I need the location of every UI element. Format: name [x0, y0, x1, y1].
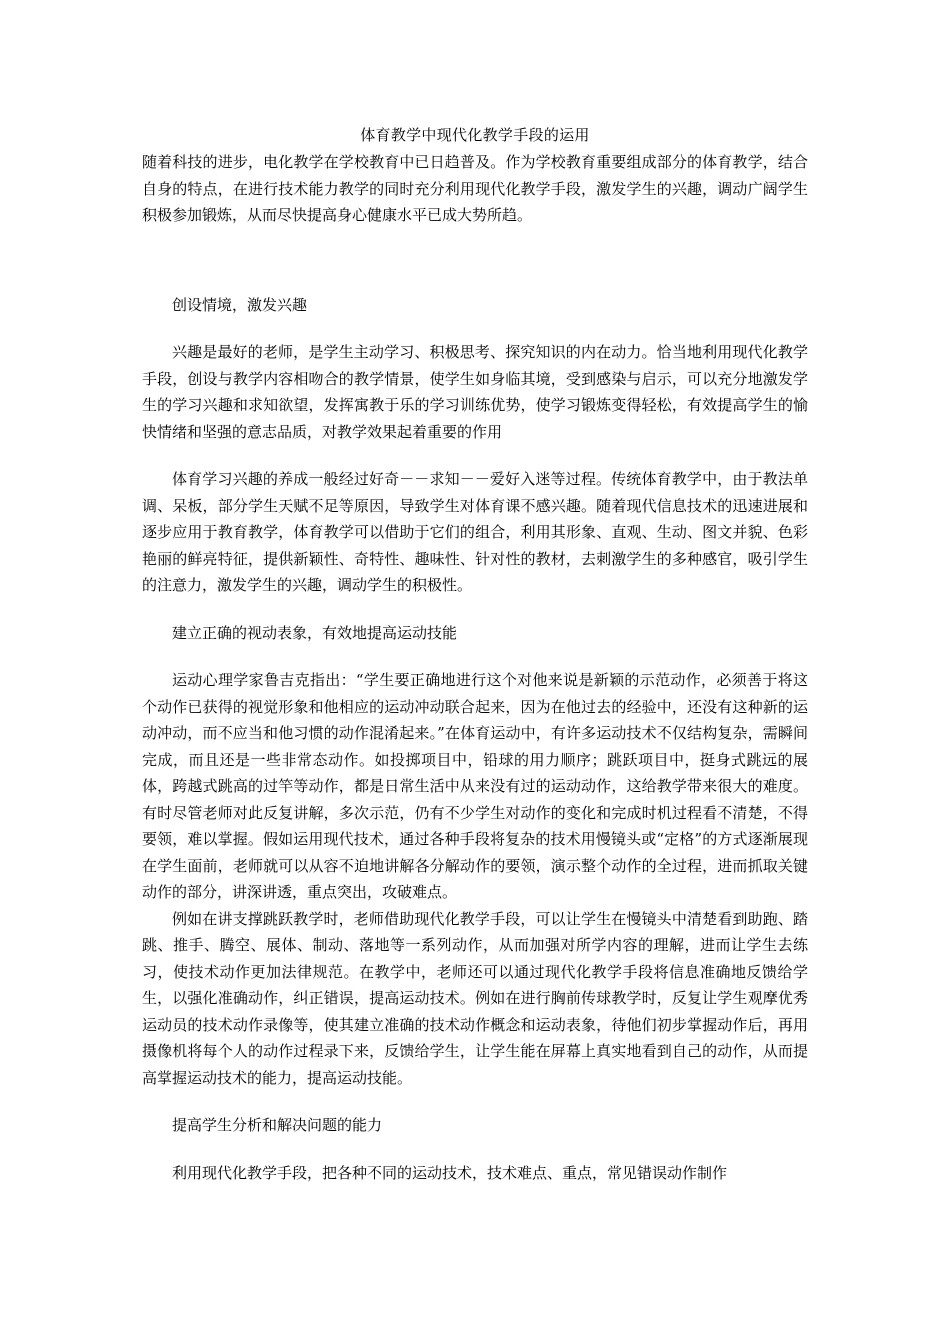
section-2-paragraph-2: 例如在讲支撑跳跃教学时，老师借助现代化教学手段，可以让学生在慢镜头中清楚看到助跑、踏跳、推手、腾空、展体、制动、落地等一系列动作，从而加强对所学内容的理解，进而让学生去练习，使技术动作更加法律规范。在教学中，老师还可以通过现代化教学手段将信息准确地反馈给学生，以强化准确动作，纠正错误，提高运动技术。例如在进行胸前传球教学时，反复让学生观摩优秀运动员的技术动作录像等，使其建立准确的技术动作概念和运动表象，待他们初步掌握动作后，再用摄像机将每个人的动作过程录下来，反馈给学生，让学生能在屏幕上真实地看到自己的动作，从而提高掌握运动技术的能力，提高运动技能。: [142, 909, 808, 1087]
section-1-paragraph-1: 兴趣是最好的老师，是学生主动学习、积极思考、探究知识的内在动力。恰当地利用现代化教学手段，创设与教学内容相吻合的教学情景，使学生如身临其境，受到感染与启示，可以充分地激发学生的学习兴趣和求知欲望，发挥寓教于乐的学习训练优势，使学习锻炼变得轻松，有效提高学生的愉快情绪和坚强的意志品质，对教学效果起着重要的作用: [142, 343, 808, 441]
section-heading-3: 提高学生分析和解决问题的能力: [172, 1116, 383, 1134]
section-2-paragraph-1: 运动心理学家鲁吉克指出：“学生要正确地进行这个对他来说是新颖的示范动作，必须善于将这个动作已获得的视觉形象和他相应的运动冲动联合起来，因为在他过去的经验中，还没有这种新的运动冲动，而不应当和他习惯的动作混淆起来。”在体育运动中，有许多运动技术不仅结构复杂，需瞬间完成，而且还是一些非常态动作。如投掷项目中，铅球的用力顺序；跳跃项目中，挺身式跳远的展体，跨越式跳高的过竿等动作，都是日常生活中从来没有过的运动动作，这给教学带来很大的难度。有时尽管老师对此反复讲解，多次示范，仍有不少学生对动作的变化和完成时机过程看不清楚，不得要领，难以掌握。假如运用现代技术，通过各种手段将复杂的技术用慢镜头或“定格”的方式逐渐展现在学生面前，老师就可以从容不迫地讲解各分解动作的要领，演示整个动作的全过程，进而抓取关键动作的部分，讲深讲透，重点突出，攻破难点。: [142, 671, 808, 901]
section-heading-1: 创设情境，激发兴趣: [172, 295, 308, 314]
intro-paragraph: 随着科技的进步，电化教学在学校教育中已日趋普及。作为学校教育重要组成部分的体育教学，结合自身的特点，在进行技术能力教学的同时充分利用现代化教学手段，激发学生的兴趣，调动广阔学生积极参加锻炼，从而尽快提高身心健康水平已成大势所趋。: [142, 153, 808, 224]
section-3-paragraph-1: 利用现代化教学手段，把各种不同的运动技术，技术难点、重点，常见错误动作制作: [172, 1163, 728, 1182]
section-1-paragraph-2: 体育学习兴趣的养成一般经过好奇－－求知－－爱好入迷等过程。传统体育教学中，由于教法单调、呆板，部分学生天赋不足等原因，导致学生对体育课不感兴趣。随着现代信息技术的迅速进展和逐步应用于教育教学，体育教学可以借助于它们的组合，利用其形象、直观、生动、图文并貌、色彩艳丽的鲜亮特征，提供新颖性、奇特性、趣味性、针对性的教材，去刺激学生的多种感官，吸引学生的注意力，激发学生的兴趣，调动学生的积极性。: [142, 470, 808, 594]
document-title: 体育教学中现代化教学手段的运用: [360, 126, 590, 144]
document-body: [142, 149, 808, 1186]
section-heading-2: 建立正确的视动表象，有效地提高运动技能: [172, 623, 458, 642]
